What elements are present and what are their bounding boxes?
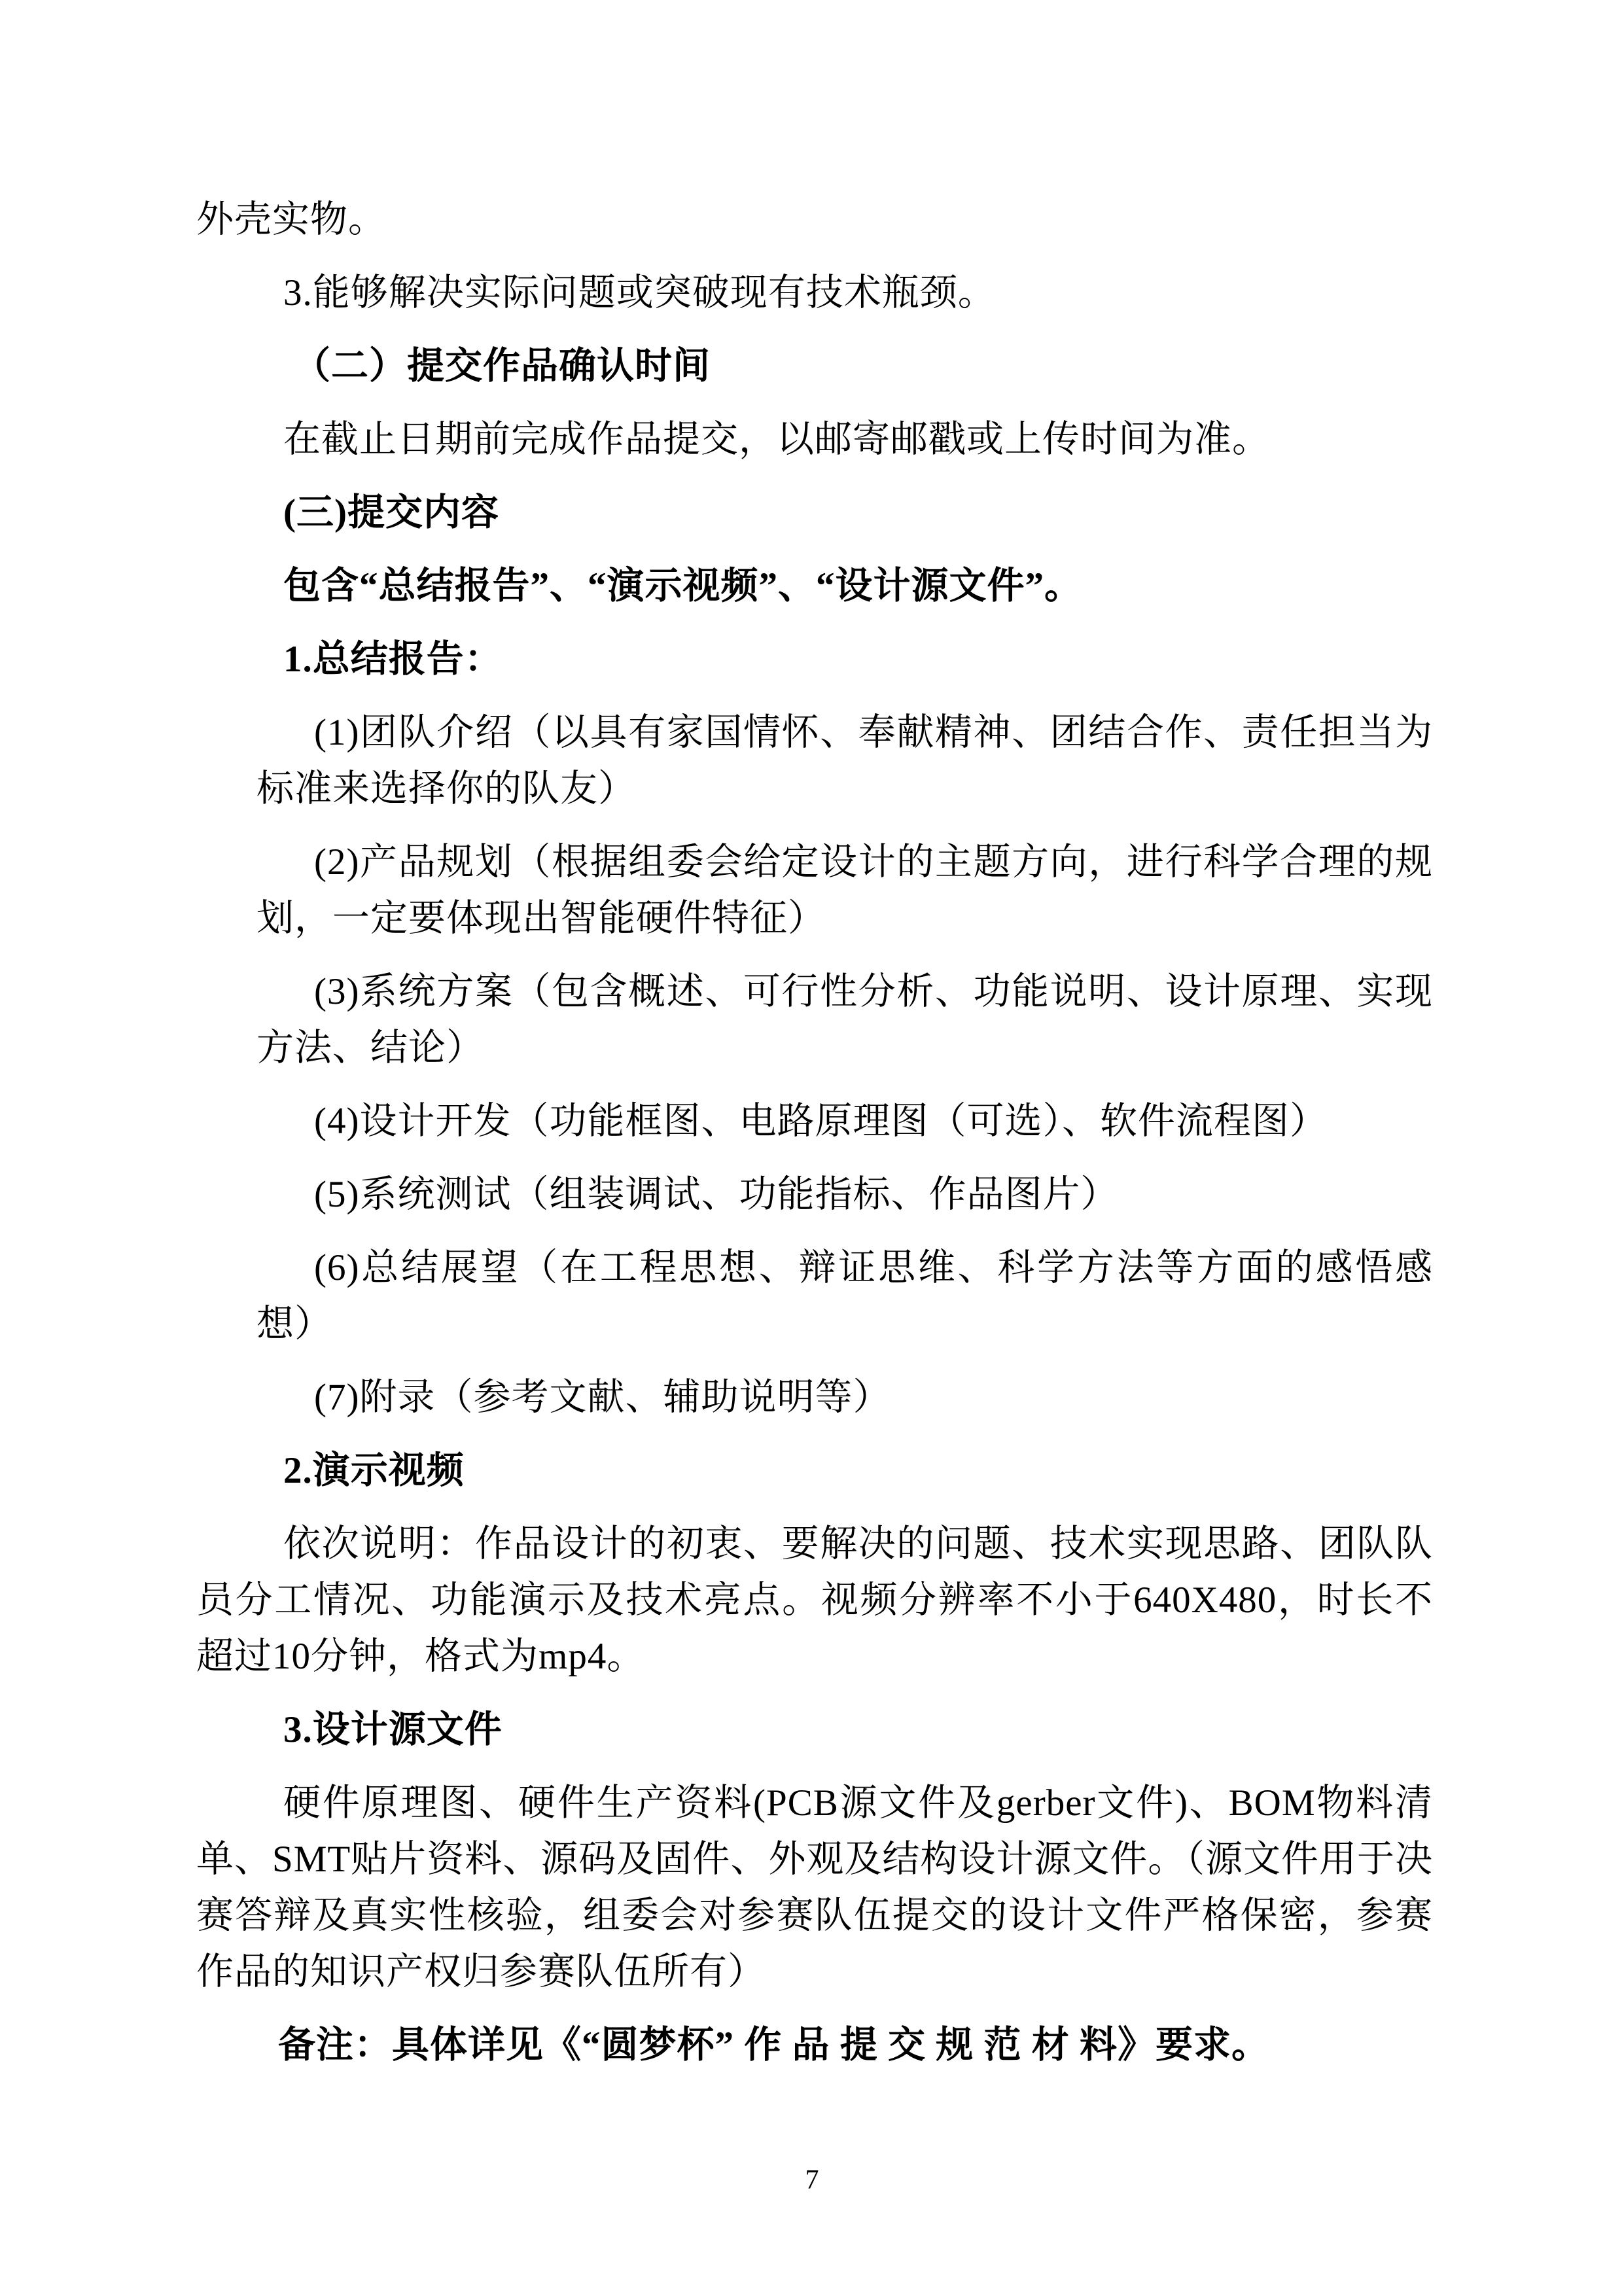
paragraph-demo-video-details: 依次说明：作品设计的初衷、要解决的问题、技术实现思路、团队队员分工情况、功能演示及技术亮点。视频分辨率不小于640X480，时长不超过10分钟，格式为mp4。 [196, 1523, 1433, 1677]
section-heading-submission-content: (三)提交内容 [283, 492, 499, 533]
paragraph-content-overview: 包含“总结报告”、“演示视频”、“设计源文件”。 [283, 565, 1082, 607]
page-number: 7 [805, 2165, 819, 2195]
numbered-point-3: 3.能够解决实际问题或突破现有技术瓶颈。 [283, 272, 996, 313]
subitem-3-system-scheme: (3)系统方案（包含概述、可行性分析、功能说明、设计原理、实现方法、结论） [256, 971, 1433, 1069]
subitem-1-team-intro: (1)团队介绍（以具有家国情怀、奉献精神、团结合作、责任担当为标准来选择你的队友） [256, 712, 1433, 809]
heading-design-source-files: 3.设计源文件 [283, 1709, 503, 1750]
subitem-4-design-development: (4)设计开发（功能框图、电路原理图（可选）、软件流程图） [314, 1101, 1328, 1142]
heading-demo-video: 2.演示视频 [283, 1450, 465, 1491]
subitem-5-system-testing: (5)系统测试（组装调试、功能指标、作品图片） [314, 1174, 1119, 1215]
paragraph-deadline: 在截止日期前完成作品提交，以邮寄邮戳或上传时间为准。 [283, 419, 1270, 460]
subitem-6-summary-outlook: (6)总结展望（在工程思想、辩证思维、科学方法等方面的感悟感想） [256, 1247, 1433, 1345]
subitem-2-product-planning: (2)产品规划（根据组委会给定设计的主题方向，进行科学合理的规划，一定要体现出智能硬件特征） [256, 841, 1433, 939]
heading-summary-report: 1.总结报告： [283, 639, 503, 680]
document-body [196, 192, 1433, 2091]
subitem-7-appendix: (7)附录（参考文献、辅助说明等） [314, 1377, 891, 1418]
paragraph-design-source-details: 硬件原理图、硬件生产资料(PCB源文件及gerber文件)、BOM物料清单、SMT贴片资料、源码及固件、外观及结构设计源文件。（源文件用于决赛答辩及真实性核验，组委会对参赛队伍提交的设计文件严格保密，参赛作品的知识产权归参赛队伍所有） [196, 1782, 1433, 1992]
note-line: 备注：具体详见《“圆梦杯” 作 品 提 交 规 范 材 料》要求。 [278, 2024, 1269, 2066]
section-heading-submission-time: （二）提交作品确认时间 [293, 345, 711, 387]
paragraph-continuation-shell: 外壳实物。 [196, 199, 386, 240]
